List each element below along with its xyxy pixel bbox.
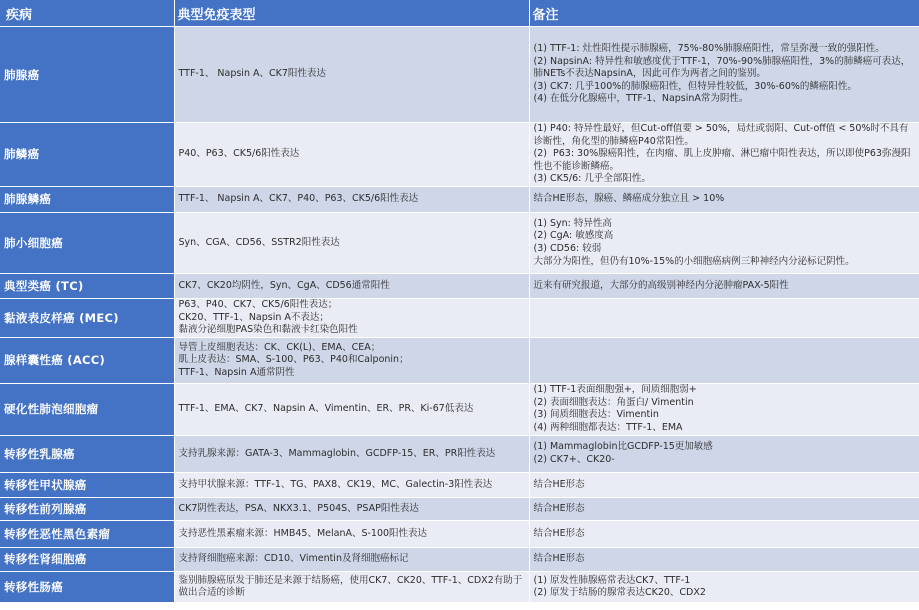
phenotype-line: 肌上皮表达：SMA、S-100、P63、P40和Calponin； xyxy=(178,354,409,366)
disease-name: 腺样囊性癌 (ACC) xyxy=(0,337,174,383)
phenotype-cell xyxy=(174,520,529,547)
note-line: (2) 表面细胞表达：角蛋白/ Vimentin xyxy=(533,396,694,408)
phenotype-line: 支持恶性黑素瘤来源：HMB45、MelanA、S-100阳性表达 xyxy=(178,527,428,539)
table-row xyxy=(0,123,919,187)
table-row xyxy=(0,273,919,298)
disease-name: 转移性甲状腺癌 xyxy=(0,472,174,497)
phenotype-line: TTF-1、EMA、CK7、Napsin A、Vimentin、ER、PR、Ki-67低表达 xyxy=(178,403,474,415)
note-line: 大部分为阳性，但仍有10%-15%的小细胞癌病例三种神经内分泌标记阴性。 xyxy=(533,255,855,267)
note-line: 结合HE形态 xyxy=(533,553,585,565)
phenotype-line: 支持甲状腺来源：TTF-1、TG、PAX8、CK19、MC、Galectin-3阳性表达 xyxy=(178,478,493,490)
phenotype-cell xyxy=(174,571,529,602)
phenotype-line: CK7阴性表达，PSA、NKX3.1、P504S、PSAP阳性表达 xyxy=(178,502,419,514)
note-cell xyxy=(529,435,919,472)
table-row xyxy=(0,383,919,435)
phenotype-cell xyxy=(174,435,529,472)
disease-name: 转移性肾细胞癌 xyxy=(0,547,174,571)
note-line: (1) P40: 特异性最好，但Cut-off值要 > 50%，局灶或弱阳、Cut-off值 < 50%时不具有诊断性，角化型的肺鳞癌P40常阳性。 xyxy=(533,123,909,147)
note-line: 结合HE形态，腺癌、鳞癌成分独立且 > 10% xyxy=(533,193,725,205)
note-cell xyxy=(529,520,919,547)
disease-name: 转移性乳腺癌 xyxy=(0,435,174,472)
note-cell xyxy=(529,337,919,383)
note-cell xyxy=(529,123,919,187)
note-cell xyxy=(529,273,919,298)
header-phenotype: 典型免疫表型 xyxy=(174,0,529,27)
phenotype-line: 支持肾细胞癌来源：CD10、Vimentin及肾细胞癌标记 xyxy=(178,553,409,565)
note-line: (3) CK5/6: 几乎全部阳性。 xyxy=(533,173,651,185)
note-line: 结合HE形态 xyxy=(533,502,585,514)
phenotype-line: P40、P63、CK5/6阳性表达 xyxy=(178,148,300,160)
phenotype-line: 鉴别肺腺癌原发于肺还是来源于结肠癌，使用CK7、CK20、TTF-1、CDX2有助于做出合适的诊断 xyxy=(178,574,523,599)
note-line: (2) NapsinA: 特异性和敏感度优于TTF-1，70%-90%肺腺癌阳性，3%的肺鳞癌可表达， 肺NETs不表达NapsinA，因此可作为两者之间的鉴别。 xyxy=(533,55,914,80)
phenotype-cell xyxy=(174,472,529,497)
table-row xyxy=(0,435,919,472)
phenotype-cell xyxy=(174,186,529,212)
table-row xyxy=(0,186,919,212)
note-line: (1) 原发性肺腺癌常表达CK7、TTF-1 xyxy=(533,574,691,586)
note-line: (2) 原发于结肠的腺常表达CK20、CDX2 xyxy=(533,587,706,599)
phenotype-line: P63、P40、CK7、CK5/6阳性表达； xyxy=(178,299,338,311)
phenotype-line: TTF-1、 Napsin A、CK7、P40、P63、CK5/6阳性表达 xyxy=(178,193,419,205)
table-row xyxy=(0,298,919,337)
phenotype-cell xyxy=(174,383,529,435)
phenotype-cell xyxy=(174,123,529,187)
phenotype-line: 支持乳腺来源：GATA-3、Mammaglobin、GCDFP-15、ER、PR阳性表达 xyxy=(178,447,496,459)
note-cell xyxy=(529,571,919,602)
phenotype-cell xyxy=(174,497,529,520)
disease-name: 黏液表皮样癌 (MEC) xyxy=(0,298,174,337)
header-row xyxy=(0,0,919,27)
note-line: (4) 在低分化腺癌中，TTF-1、NapsinA常为阴性。 xyxy=(533,93,749,105)
note-line: 结合HE形态 xyxy=(533,478,585,490)
table-row xyxy=(0,27,919,123)
note-cell xyxy=(529,472,919,497)
phenotype-cell xyxy=(174,273,529,298)
note-line: 结合HE形态 xyxy=(533,527,585,539)
disease-name: 肺腺癌 xyxy=(0,27,174,123)
disease-name: 硬化性肺泡细胞瘤 xyxy=(0,383,174,435)
note-line: (3) CK7: 几乎100%的肺腺癌阳性，但特异性较低，30%-60%的鳞癌阳性。 xyxy=(533,80,857,92)
note-cell xyxy=(529,497,919,520)
note-line: (2) CK7+、CK20- xyxy=(533,453,615,465)
disease-name: 转移性前列腺癌 xyxy=(0,497,174,520)
phenotype-line: 导管上皮细胞表达：CK、CK(L)、EMA、CEA； xyxy=(178,341,381,353)
phenotype-line: CK7、CK20均阴性，Syn、CgA、CD56通常阳性 xyxy=(178,279,390,291)
note-cell xyxy=(529,547,919,571)
phenotype-line: Syn、CGA、CD56、SSTR2阳性表达 xyxy=(178,236,340,248)
note-cell xyxy=(529,212,919,273)
note-line: 近来有研究报道，大部分的高级别神经内分泌肿瘤PAX-5阳性 xyxy=(533,279,789,291)
note-line: (3) 间质细胞表达：Vimentin xyxy=(533,409,659,421)
phenotype-cell xyxy=(174,547,529,571)
note-cell xyxy=(529,298,919,337)
phenotype-line: TTF-1、Napsin A通常阴性 xyxy=(178,366,295,378)
note-line: (1) TTF-1表面细胞强+，间质细胞弱+ xyxy=(533,384,697,396)
note-line: (1) Mammaglobin比GCDFP-15更加敏感 xyxy=(533,441,713,453)
table-row xyxy=(0,497,919,520)
table-row xyxy=(0,547,919,571)
disease-name: 转移性肠癌 xyxy=(0,571,174,602)
disease-name: 转移性恶性黑色素瘤 xyxy=(0,520,174,547)
header-disease: 疾病 xyxy=(0,0,174,27)
phenotype-line: CK20、TTF-1、Napsin A不表达； xyxy=(178,311,329,323)
table-row xyxy=(0,472,919,497)
disease-name: 肺鳞癌 xyxy=(0,123,174,187)
phenotype-cell xyxy=(174,337,529,383)
note-line: (2) CgA: 敏感度高 xyxy=(533,230,614,242)
phenotype-cell xyxy=(174,298,529,337)
note-line: (1) TTF-1: 灶性阳性提示肺腺癌，75%-80%肺腺癌阳性，常呈弥漫一致的强阳性。 xyxy=(533,43,885,55)
phenotype-cell xyxy=(174,212,529,273)
phenotype-line: TTF-1、 Napsin A、CK7阳性表达 xyxy=(178,68,326,80)
header-note: 备注 xyxy=(529,0,919,27)
disease-name: 肺腺鳞癌 xyxy=(0,186,174,212)
note-line: (1) Syn: 特异性高 xyxy=(533,217,612,229)
table-row xyxy=(0,212,919,273)
note-line: (3) CD56: 较弱 xyxy=(533,242,602,254)
note-line: (2) P63: 30%腺癌阳性，在肉瘤、肌上皮肿瘤、淋巴瘤中阳性表达，所以即使P63弥漫阳性也不能诊断鳞癌。 xyxy=(533,148,911,172)
disease-name: 肺小细胞癌 xyxy=(0,212,174,273)
note-cell xyxy=(529,27,919,123)
note-cell xyxy=(529,186,919,212)
phenotype-cell xyxy=(174,27,529,123)
table-row xyxy=(0,520,919,547)
disease-name: 典型类癌 (TC) xyxy=(0,273,174,298)
phenotype-line: 黏液分泌细胞PAS染色和黏液卡红染色阳性 xyxy=(178,324,358,336)
table-row xyxy=(0,571,919,602)
note-line: (4) 两种细胞都表达：TTF-1、EMA xyxy=(533,422,683,434)
table-row xyxy=(0,337,919,383)
note-cell xyxy=(529,383,919,435)
